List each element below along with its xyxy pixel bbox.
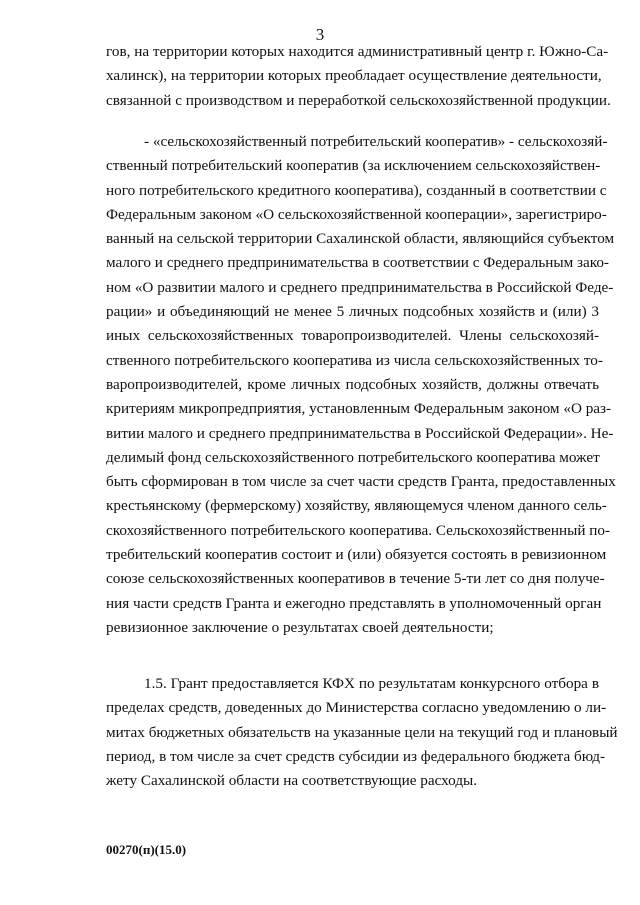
text-line: критериям микропредприятия, установленным Федеральным законом «О раз- bbox=[106, 400, 612, 418]
text-line: Федеральным законом «О сельскохозяйственной кооперации», зарегистриро- bbox=[106, 205, 607, 223]
text-line: митах бюджетных обязательств на указанные цели на текущий год и плановый bbox=[106, 723, 618, 741]
document-code: 00270(п)(15.0) bbox=[106, 842, 187, 857]
text-line: быть сформирован в том числе за счет части средств Гранта, предоставленных bbox=[106, 473, 616, 491]
text-line: малого и среднего предпринимательства в соответствии с Федеральным зако- bbox=[106, 254, 609, 272]
text-line: делимый фонд сельскохозяйственного потребительского кооператива может bbox=[106, 448, 600, 466]
text-line: период, в том числе за счет средств субсидии из федерального бюджета бюд- bbox=[106, 747, 606, 765]
text-line: ревизионное заключение о результатах своей деятельности; bbox=[106, 618, 494, 636]
text-line: 1.5. Грант предоставляется КФХ по результатам конкурсного отбора в bbox=[144, 675, 599, 692]
paragraph-cooperative-definition bbox=[106, 130, 616, 640]
text-line: ния части средств Гранта и ежегодно представлять в уполномоченный орган bbox=[106, 594, 602, 612]
text-line: требительский кооператив состоит и (или) обязуется состоять в ревизионном bbox=[106, 546, 607, 564]
text-line: варопроизводителей, кроме личных подсобных хозяйств, должны отвечать bbox=[106, 375, 599, 393]
text-line: скохозяйственного потребительского кооператива. Сельскохозяйственный по- bbox=[106, 521, 611, 539]
text-line: ственного потребительского кооператива из числа сельскохозяйственных то- bbox=[106, 351, 603, 369]
text-line: ственный потребительский кооператив (за исключением сельскохозяйствен- bbox=[106, 157, 601, 175]
page-number: 3 bbox=[315, 25, 325, 44]
text-line: халинск), на территории которых преобладает осуществление деятельности, bbox=[106, 67, 602, 85]
text-line: жету Сахалинской области на соответствующие расходы. bbox=[106, 772, 478, 790]
text-line: гов, на территории которых находится административный центр г. Южно-Са- bbox=[106, 43, 609, 60]
text-line: - «сельскохозяйственный потребительский кооператив» - сельскохозяй- bbox=[144, 133, 608, 150]
text-line: витии малого и среднего предпринимательства в Российской Федерации». Не- bbox=[106, 424, 614, 442]
text-line: связанной с производством и переработкой сельскохозяйственной продукции. bbox=[106, 91, 611, 109]
text-line: ванный на сельской территории Сахалинской области, являющийся субъектом bbox=[106, 230, 615, 248]
text-line: пределах средств, доведенных до Министерства согласно уведомлению о ли- bbox=[106, 699, 607, 717]
text-line: рации» и объединяющий не менее 5 личных подсобных хозяйств и (или) 3 bbox=[106, 303, 599, 321]
text-line: ного потребительского кредитного кооператива), созданный в соответствии с bbox=[106, 181, 607, 199]
text-line: иных сельскохозяйственных товаропроизводителей. Члены сельскохозяй- bbox=[106, 327, 599, 345]
paragraph-section-1-5 bbox=[106, 672, 618, 793]
text-line: крестьянскому (фермерскому) хозяйству, являющемуся членом данного сель- bbox=[106, 497, 607, 515]
text-line: ном «О развитии малого и среднего предпринимательства в Российской Феде- bbox=[106, 278, 614, 296]
paragraph-continuation bbox=[106, 40, 611, 113]
text-line: союзе сельскохозяйственных кооперативов в течение 5-ти лет со дня получе- bbox=[106, 570, 605, 588]
